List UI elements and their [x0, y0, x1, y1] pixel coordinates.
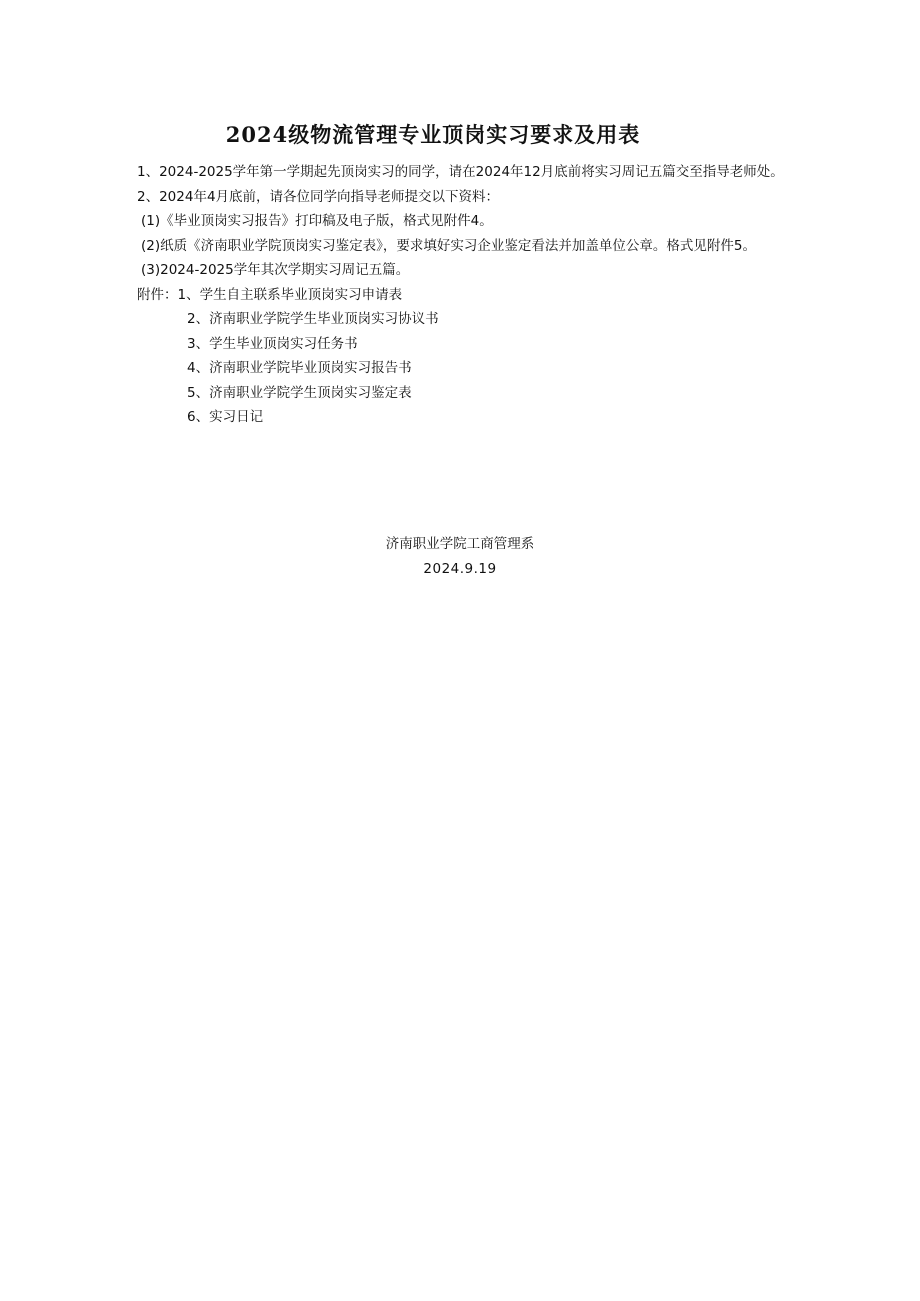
signoff-organization: 济南职业学院工商管理系	[385, 536, 535, 552]
paragraph-2: 2、2024年4月底前，请各位同学向指导老师提交以下资料：	[137, 188, 500, 205]
signoff-date: 2024.9.19	[423, 561, 497, 577]
attachment-item-4: 4、济南职业学院毕业顶岗实习报告书	[187, 360, 412, 376]
attachment-first-row	[137, 283, 789, 308]
attachments-section	[137, 283, 789, 430]
attachment-item-3: 3、学生毕业顶岗实习任务书	[187, 335, 358, 352]
paragraph-1: 1、2024-2025学年第一学期起先顶岗实习的同学，请在2024年12月底前将实习周记五篇交至指导老师处。	[137, 164, 784, 180]
paragraph-2-item-1: (1)《毕业顶岗实习报告》打印稿及电子版，格式见附件4。	[141, 213, 493, 229]
paragraph-2-item-2: (2)纸质《济南职业学院顶岗实习鉴定表》，要求填好实习企业鉴定看法并加盖单位公章。格式见附件5。	[141, 237, 756, 254]
attachment-list	[137, 307, 789, 430]
document-body	[137, 160, 789, 430]
attachment-item-2: 2、济南职业学院学生毕业顶岗实习协议书	[187, 311, 439, 327]
attachment-item-5: 5、济南职业学院学生顶岗实习鉴定表	[187, 384, 412, 401]
attachment-item-6: 6、实习日记	[187, 409, 264, 425]
attachment-item-1: 1、学生自主联系毕业顶岗实习申请表	[177, 286, 403, 303]
paragraph-2-item-3: (3)2024-2025学年其次学期实习周记五篇。	[141, 262, 410, 278]
attachments-label: 附件：	[137, 286, 178, 303]
document-title: 2024级物流管理专业顶岗实习要求及用表	[225, 122, 641, 147]
